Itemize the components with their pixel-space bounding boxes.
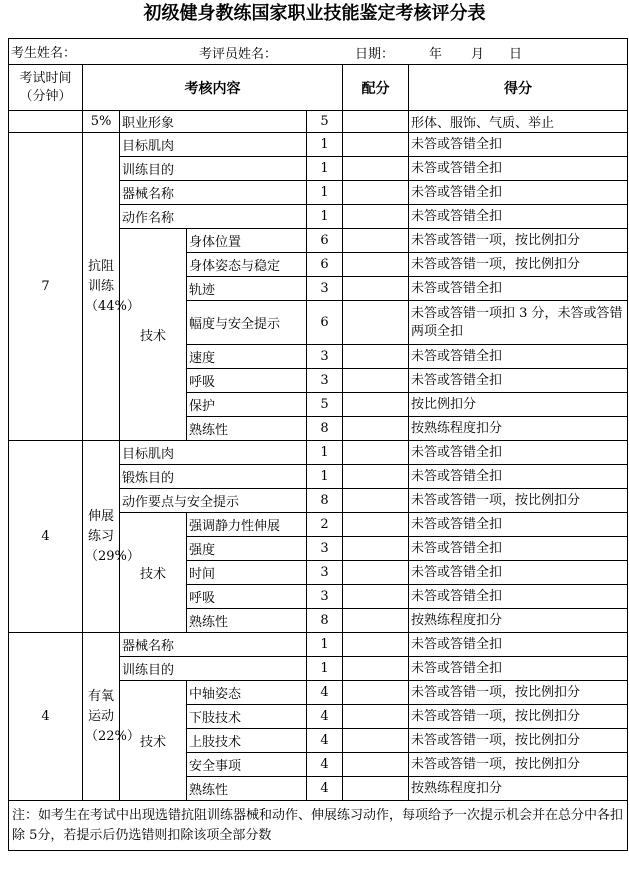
header-got: 得分 — [409, 65, 628, 111]
tech-item-deduct: 未答或答错一项，按比例扣分 — [409, 729, 628, 753]
tech-item-score: 6 — [307, 229, 343, 253]
tech-item-name: 安全事项 — [187, 753, 307, 777]
item-deduct: 未答或答错全扣 — [409, 633, 628, 657]
item-deduct: 未答或答错全扣 — [409, 205, 628, 229]
got-cell — [343, 705, 409, 729]
score-table — [8, 38, 628, 851]
got-cell — [343, 561, 409, 585]
tech-item-score: 4 — [307, 753, 343, 777]
tech-item-score: 4 — [307, 681, 343, 705]
got-cell — [343, 609, 409, 633]
item-name: 动作名称 — [120, 205, 307, 229]
tech-item-name: 熟练性 — [187, 609, 307, 633]
item-deduct: 未答或答错全扣 — [409, 657, 628, 681]
item-score: 1 — [307, 181, 343, 205]
got-cell — [343, 277, 409, 301]
item-deduct: 未答或答错全扣 — [409, 441, 628, 465]
tech-item-score: 3 — [307, 585, 343, 609]
item-score: 1 — [307, 133, 343, 157]
image-deduct: 形体、服饰、气质、举止 — [409, 111, 628, 133]
got-cell — [343, 345, 409, 369]
got-cell — [343, 633, 409, 657]
tech-item-score: 3 — [307, 277, 343, 301]
note-text: 注：如考生在考试中出现选错抗阻训练器械和动作、伸展练习动作，每项给予一次提示机会并在总分中各扣除 5分，若提示后仍选错则扣除该项全部分数 — [9, 801, 628, 851]
tech-item-score: 8 — [307, 417, 343, 441]
tech-item-name: 熟练性 — [187, 417, 307, 441]
tech-item-deduct: 未答或答错全扣 — [409, 345, 628, 369]
tech-item-name: 呼吸 — [187, 585, 307, 609]
tech-item-score: 6 — [307, 301, 343, 345]
got-cell — [343, 465, 409, 489]
tech-item-deduct: 未答或答错全扣 — [409, 513, 628, 537]
item-deduct: 未答或答错全扣 — [409, 465, 628, 489]
item-name: 锻炼目的 — [120, 465, 307, 489]
tech-item-name: 身体姿态与稳定 — [187, 253, 307, 277]
tech-item-score: 4 — [307, 729, 343, 753]
tech-item-score: 5 — [307, 393, 343, 417]
tech-item-name: 上肢技术 — [187, 729, 307, 753]
header-score: 配分 — [343, 65, 409, 111]
item-score: 1 — [307, 633, 343, 657]
tech-item-deduct: 按熟练程度扣分 — [409, 777, 628, 801]
time-cell — [9, 111, 83, 133]
tech-item-name: 熟练性 — [187, 777, 307, 801]
tech-item-deduct: 未答或答错全扣 — [409, 585, 628, 609]
got-cell — [343, 253, 409, 277]
got-cell — [343, 729, 409, 753]
year-label: 年 — [429, 47, 443, 62]
item-deduct: 未答或答错全扣 — [409, 157, 628, 181]
tech-item-score: 2 — [307, 513, 343, 537]
image-percent: 5% — [83, 111, 120, 133]
got-cell — [343, 205, 409, 229]
tech-item-name: 时间 — [187, 561, 307, 585]
item-score: 1 — [307, 465, 343, 489]
tech-item-name: 中轴姿态 — [187, 681, 307, 705]
tech-item-deduct: 按比例扣分 — [409, 393, 628, 417]
tech-item-deduct: 未答或答错全扣 — [409, 561, 628, 585]
got-cell — [343, 393, 409, 417]
tech-item-deduct: 未答或答错一项，按比例扣分 — [409, 705, 628, 729]
page-title: 初级健身教练国家职业技能鉴定考核评分表 — [143, 3, 486, 24]
item-score: 1 — [307, 441, 343, 465]
item-name: 目标肌肉 — [120, 441, 307, 465]
section-label: 抗阻训练（44%） — [83, 133, 120, 441]
month-label: 月 — [471, 47, 485, 62]
tech-item-deduct: 未答或答错一项，按比例扣分 — [409, 681, 628, 705]
item-score: 1 — [307, 657, 343, 681]
section-time: 7 — [9, 133, 83, 441]
tech-item-score: 4 — [307, 705, 343, 729]
tech-item-score: 4 — [307, 777, 343, 801]
header-time: 考试时间（分钟） — [9, 65, 83, 111]
tech-label: 技术 — [120, 229, 187, 441]
info-row — [9, 39, 628, 65]
got-cell — [343, 585, 409, 609]
tech-item-deduct: 未答或答错全扣 — [409, 369, 628, 393]
tech-item-name: 身体位置 — [187, 229, 307, 253]
tech-item-name: 呼吸 — [187, 369, 307, 393]
got-cell — [343, 513, 409, 537]
got-cell — [343, 369, 409, 393]
tech-item-deduct: 未答或答错一项扣 3 分，未答或答错两项全扣 — [409, 301, 628, 345]
candidate-name-label: 考生姓名： — [11, 46, 77, 61]
tech-item-name: 轨迹 — [187, 277, 307, 301]
section-time: 4 — [9, 441, 83, 633]
image-item: 职业形象 — [120, 111, 307, 133]
got-cell — [343, 229, 409, 253]
tech-label: 技术 — [120, 681, 187, 801]
tech-item-name: 强调静力性伸展 — [187, 513, 307, 537]
tech-item-score: 6 — [307, 253, 343, 277]
tech-item-deduct: 未答或答错一项，按比例扣分 — [409, 229, 628, 253]
item-deduct: 未答或答错一项，按比例扣分 — [409, 489, 628, 513]
item-score: 1 — [307, 205, 343, 229]
item-score: 8 — [307, 489, 343, 513]
item-score: 1 — [307, 157, 343, 181]
item-deduct: 未答或答错全扣 — [409, 181, 628, 205]
tech-item-score: 3 — [307, 369, 343, 393]
got-cell — [343, 537, 409, 561]
got-cell — [343, 181, 409, 205]
got-cell — [343, 681, 409, 705]
item-name: 训练目的 — [120, 157, 307, 181]
got-cell — [343, 657, 409, 681]
day-label: 日 — [509, 47, 523, 62]
tech-item-score: 8 — [307, 609, 343, 633]
item-name: 器械名称 — [120, 181, 307, 205]
section-time: 4 — [9, 633, 83, 801]
tech-item-name: 强度 — [187, 537, 307, 561]
tech-item-deduct: 未答或答错全扣 — [409, 537, 628, 561]
tech-item-score: 3 — [307, 537, 343, 561]
section-label: 伸展练习（29%） — [83, 441, 120, 633]
got-cell — [343, 441, 409, 465]
got-cell — [343, 157, 409, 181]
item-name: 器械名称 — [120, 633, 307, 657]
tech-item-deduct: 按熟练程度扣分 — [409, 609, 628, 633]
tech-item-deduct: 未答或答错一项，按比例扣分 — [409, 253, 628, 277]
tech-item-name: 速度 — [187, 345, 307, 369]
examiner-name-label: 考评员姓名： — [199, 47, 278, 62]
tech-item-name: 幅度与安全提示 — [187, 301, 307, 345]
got-cell — [343, 133, 409, 157]
tech-label: 技术 — [120, 513, 187, 633]
tech-item-deduct: 按熟练程度扣分 — [409, 417, 628, 441]
tech-item-deduct: 未答或答错一项，按比例扣分 — [409, 753, 628, 777]
tech-item-name: 下肢技术 — [187, 705, 307, 729]
item-name: 目标肌肉 — [120, 133, 307, 157]
got-cell — [343, 301, 409, 345]
tech-item-score: 3 — [307, 345, 343, 369]
got-cell — [343, 417, 409, 441]
got-cell — [343, 111, 409, 133]
got-cell — [343, 777, 409, 801]
section-label: 有氧运动（22%） — [83, 633, 120, 801]
date-label: 日期： — [355, 47, 395, 62]
tech-item-name: 保护 — [187, 393, 307, 417]
item-name: 训练目的 — [120, 657, 307, 681]
item-name: 动作要点与安全提示 — [120, 489, 307, 513]
tech-item-score: 3 — [307, 561, 343, 585]
got-cell — [343, 489, 409, 513]
item-deduct: 未答或答错全扣 — [409, 133, 628, 157]
tech-item-deduct: 未答或答错全扣 — [409, 277, 628, 301]
image-score: 5 — [307, 111, 343, 133]
got-cell — [343, 753, 409, 777]
header-content: 考核内容 — [83, 65, 343, 111]
